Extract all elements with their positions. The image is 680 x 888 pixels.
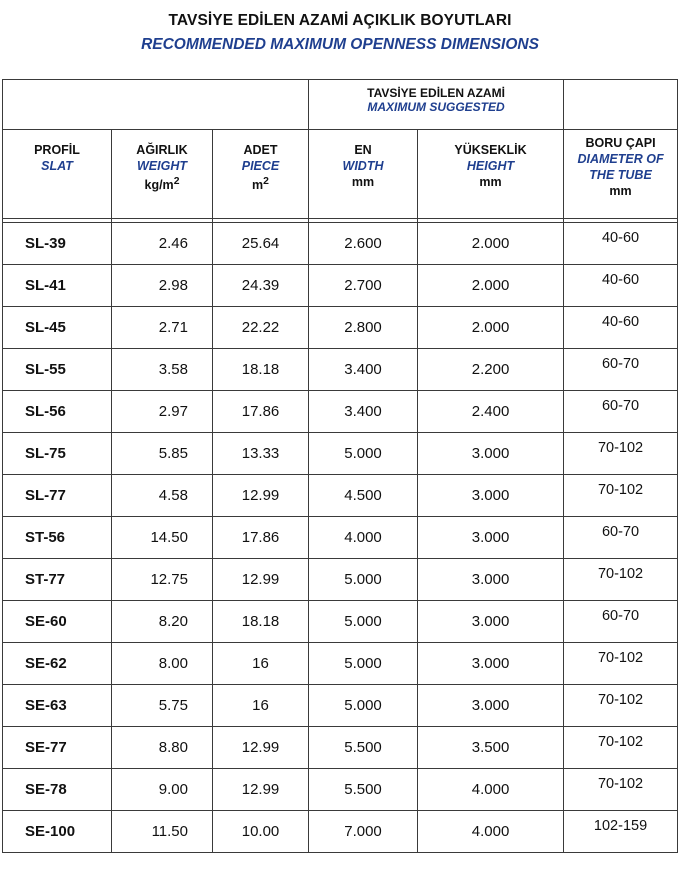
cell-en: 2.800 (309, 307, 418, 349)
cell-adet: 24.39 (213, 265, 309, 307)
table-row (3, 223, 678, 265)
cell-en: 5.500 (309, 769, 418, 811)
page-subtitle: RECOMMENDED MAXIMUM OPENNESS DIMENSIONS (141, 36, 539, 53)
table-row (3, 559, 678, 601)
page-title: TAVSİYE EDİLEN AZAMİ AÇIKLIK BOYUTLARI (168, 12, 512, 29)
header-label-tr: PROFİL (34, 143, 80, 157)
table-body (3, 223, 678, 853)
table-row (3, 811, 678, 853)
header-label-tr: EN (354, 143, 372, 157)
column-header-profil (3, 130, 112, 219)
cell-en: 5.000 (309, 433, 418, 475)
cell-boru: 60-70 (564, 601, 678, 643)
unit-superscript: 2 (263, 176, 269, 187)
group-header-en: MAXIMUM SUGGESTED (367, 100, 505, 114)
cell-profil: SL-56 (3, 391, 112, 433)
cell-profil: ST-56 (3, 517, 112, 559)
cell-yukseklik: 3.000 (418, 685, 564, 727)
cell-adet: 17.86 (213, 391, 309, 433)
cell-agirlik: 12.75 (112, 559, 213, 601)
cell-en: 5.500 (309, 727, 418, 769)
header-unit (112, 174, 212, 193)
cell-en: 5.000 (309, 643, 418, 685)
cell-yukseklik: 4.000 (418, 769, 564, 811)
cell-boru: 102-159 (564, 811, 678, 853)
table-row (3, 265, 678, 307)
cell-boru: 70-102 (564, 643, 678, 685)
table-row (3, 601, 678, 643)
cell-yukseklik: 3.000 (418, 433, 564, 475)
table-row (3, 391, 678, 433)
cell-boru: 70-102 (564, 559, 678, 601)
cell-en: 5.000 (309, 685, 418, 727)
cell-boru: 70-102 (564, 685, 678, 727)
cell-adet: 17.86 (213, 517, 309, 559)
header-label-en: WEIGHT (137, 159, 187, 173)
cell-agirlik: 11.50 (112, 811, 213, 853)
table-row (3, 685, 678, 727)
cell-adet: 16 (213, 643, 309, 685)
cell-boru: 70-102 (564, 433, 678, 475)
header-label-en: HEIGHT (466, 159, 515, 173)
cell-profil: SE-77 (3, 727, 112, 769)
cell-yukseklik: 2.400 (418, 391, 564, 433)
cell-agirlik: 2.71 (112, 307, 213, 349)
group-header-tr: TAVSİYE EDİLEN AZAMİ (367, 86, 505, 100)
cell-yukseklik: 2.200 (418, 349, 564, 391)
cell-adet: 18.18 (213, 601, 309, 643)
column-header-adet (213, 130, 309, 219)
header-label-tr: BORU ÇAPI (585, 136, 656, 150)
header-label-en: DIAMETER OF (577, 152, 664, 166)
cell-profil: SL-77 (3, 475, 112, 517)
cell-en: 2.600 (309, 223, 418, 265)
cell-agirlik: 2.98 (112, 265, 213, 307)
cell-profil: SE-78 (3, 769, 112, 811)
unit-text: m (252, 178, 264, 193)
header-label-tr: YÜKSEKLİK (454, 143, 527, 157)
cell-agirlik: 5.85 (112, 433, 213, 475)
cell-yukseklik: 3.500 (418, 727, 564, 769)
column-header-yukseklik (418, 130, 564, 219)
cell-profil: SE-63 (3, 685, 112, 727)
column-header-boru (564, 130, 678, 219)
header-label-tr: AĞIRLIK (136, 143, 188, 157)
cell-agirlik: 2.46 (112, 223, 213, 265)
cell-yukseklik: 3.000 (418, 517, 564, 559)
header-label-en: WIDTH (342, 159, 384, 173)
cell-profil: SL-45 (3, 307, 112, 349)
header-unit: mm (609, 184, 632, 198)
cell-en: 7.000 (309, 811, 418, 853)
cell-yukseklik: 4.000 (418, 811, 564, 853)
cell-profil: SL-39 (3, 223, 112, 265)
header-label-en: THE TUBE (589, 168, 652, 182)
header-label-en: SLAT (41, 159, 73, 173)
cell-boru: 40-60 (564, 307, 678, 349)
cell-profil: SL-41 (3, 265, 112, 307)
group-header-row (3, 80, 678, 130)
cell-profil: SE-100 (3, 811, 112, 853)
cell-agirlik: 3.58 (112, 349, 213, 391)
header-label-en: PIECE (241, 159, 280, 173)
cell-profil: SE-60 (3, 601, 112, 643)
cell-agirlik: 8.00 (112, 643, 213, 685)
table-row (3, 307, 678, 349)
cell-adet: 16 (213, 685, 309, 727)
cell-boru: 40-60 (564, 265, 678, 307)
cell-adet: 12.99 (213, 769, 309, 811)
cell-adet: 12.99 (213, 475, 309, 517)
cell-en: 5.000 (309, 601, 418, 643)
cell-yukseklik: 2.000 (418, 307, 564, 349)
cell-en: 2.700 (309, 265, 418, 307)
cell-agirlik: 8.80 (112, 727, 213, 769)
cell-en: 4.500 (309, 475, 418, 517)
cell-boru: 60-70 (564, 517, 678, 559)
cell-agirlik: 5.75 (112, 685, 213, 727)
cell-yukseklik: 3.000 (418, 559, 564, 601)
cell-adet: 25.64 (213, 223, 309, 265)
header-unit (213, 174, 308, 193)
cell-profil: SL-55 (3, 349, 112, 391)
column-header-row (3, 130, 678, 219)
header-unit: mm (351, 175, 375, 189)
table-row (3, 349, 678, 391)
cell-agirlik: 14.50 (112, 517, 213, 559)
cell-adet: 12.99 (213, 559, 309, 601)
maximum-suggested-group-header (309, 80, 564, 130)
cell-yukseklik: 2.000 (418, 223, 564, 265)
table-row (3, 517, 678, 559)
empty-header-cell (564, 80, 678, 130)
cell-adet: 12.99 (213, 727, 309, 769)
cell-boru: 40-60 (564, 223, 678, 265)
cell-agirlik: 4.58 (112, 475, 213, 517)
empty-header-cell (3, 80, 309, 130)
header-label-tr: ADET (243, 143, 278, 157)
cell-boru: 70-102 (564, 769, 678, 811)
cell-agirlik: 8.20 (112, 601, 213, 643)
column-header-en (309, 130, 418, 219)
cell-adet: 22.22 (213, 307, 309, 349)
cell-adet: 13.33 (213, 433, 309, 475)
cell-en: 3.400 (309, 391, 418, 433)
column-header-agirlik (112, 130, 213, 219)
cell-en: 4.000 (309, 517, 418, 559)
table-row (3, 769, 678, 811)
cell-adet: 18.18 (213, 349, 309, 391)
table-row (3, 727, 678, 769)
cell-boru: 60-70 (564, 349, 678, 391)
cell-profil: SE-62 (3, 643, 112, 685)
cell-en: 3.400 (309, 349, 418, 391)
cell-yukseklik: 3.000 (418, 475, 564, 517)
cell-profil: ST-77 (3, 559, 112, 601)
cell-boru: 60-70 (564, 391, 678, 433)
table-row (3, 433, 678, 475)
table-row (3, 643, 678, 685)
unit-text: kg/m (144, 178, 174, 193)
dimensions-table (2, 79, 678, 853)
cell-agirlik: 9.00 (112, 769, 213, 811)
header-unit: mm (479, 175, 502, 189)
cell-en: 5.000 (309, 559, 418, 601)
cell-profil: SL-75 (3, 433, 112, 475)
unit-superscript: 2 (173, 176, 180, 187)
cell-agirlik: 2.97 (112, 391, 213, 433)
cell-boru: 70-102 (564, 727, 678, 769)
cell-boru: 70-102 (564, 475, 678, 517)
cell-adet: 10.00 (213, 811, 309, 853)
cell-yukseklik: 2.000 (418, 265, 564, 307)
cell-yukseklik: 3.000 (418, 643, 564, 685)
table-row (3, 475, 678, 517)
cell-yukseklik: 3.000 (418, 601, 564, 643)
